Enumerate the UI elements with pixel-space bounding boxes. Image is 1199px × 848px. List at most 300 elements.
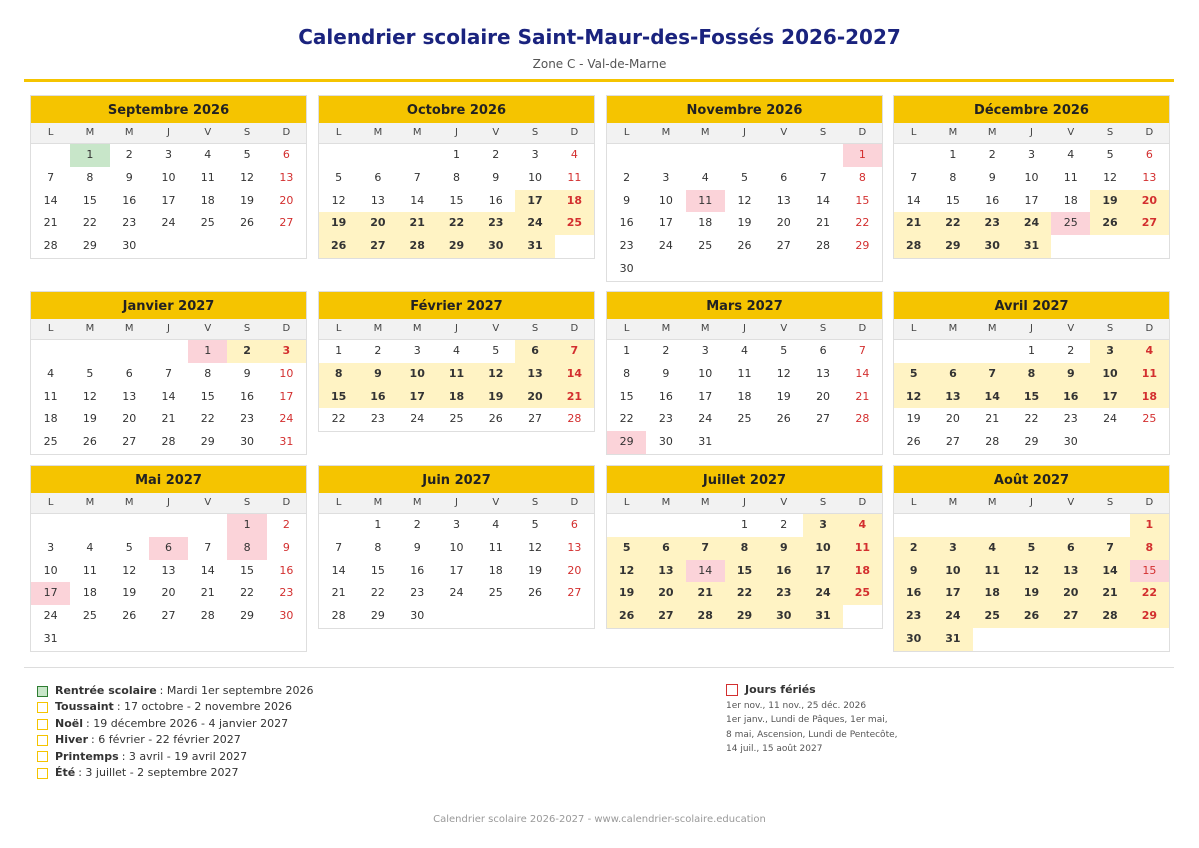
day-cell: 29 — [437, 235, 476, 258]
day-cell: 4 — [86, 540, 94, 554]
weekday-label: L — [910, 127, 917, 138]
day-cell: 2 — [492, 148, 500, 161]
month-title: Avril 2027 — [894, 292, 1169, 319]
day-cell: 17 — [803, 560, 842, 583]
day-cell: 19 — [1012, 582, 1051, 605]
day-cell: 17 — [698, 389, 713, 403]
days-grid — [607, 144, 882, 281]
day-cell: 2 — [780, 518, 788, 531]
day-cell: 8 — [452, 170, 460, 184]
day-cell: 12 — [82, 389, 97, 403]
day-cell: 17 — [1024, 193, 1039, 207]
month-calendar — [318, 291, 595, 432]
day-cell: 1 — [452, 148, 460, 161]
day-cell: 5 — [780, 344, 788, 357]
day-cell: 28 — [985, 435, 1000, 449]
empty-day-cell — [1012, 514, 1051, 537]
weekday-label: D — [570, 323, 579, 334]
holidays-line: 14 juil., 15 août 2027 — [726, 744, 823, 755]
day-cell: 30 — [476, 235, 515, 258]
day-cell: 25 — [555, 212, 594, 235]
legend-label: Printemps — [55, 749, 119, 763]
day-cell: 24 — [933, 605, 972, 628]
day-cell: 16 — [764, 560, 803, 583]
day-cell: 27 — [776, 239, 791, 253]
weekday-label: D — [858, 127, 867, 138]
legend-text: : 19 décembre 2026 - 4 janvier 2027 — [86, 716, 289, 730]
month-title: Juillet 2027 — [607, 466, 882, 493]
header-divider — [24, 79, 1174, 82]
empty-day-cell — [31, 144, 70, 167]
month-calendar — [893, 465, 1170, 652]
vacation-legend — [37, 683, 314, 781]
empty-day-cell — [398, 144, 437, 167]
day-cell: 12 — [1103, 170, 1118, 184]
day-cell: 13 — [161, 563, 176, 577]
weekday-label: D — [858, 497, 867, 508]
weekday-label: V — [492, 127, 500, 138]
day-cell: 15 — [619, 389, 634, 403]
day-cell: 8 — [725, 537, 764, 560]
month-calendar — [30, 291, 307, 455]
month-calendar — [893, 291, 1170, 455]
day-cell: 16 — [894, 582, 933, 605]
empty-day-cell — [188, 514, 227, 537]
day-cell: 26 — [240, 216, 255, 230]
day-cell: 3 — [933, 537, 972, 560]
day-cell: 14 — [161, 389, 176, 403]
month-title: Janvier 2027 — [31, 292, 306, 319]
day-cell: 1 — [1130, 514, 1169, 537]
month-title: Mai 2027 — [31, 466, 306, 493]
empty-day-cell — [646, 514, 685, 537]
day-cell: 5 — [335, 170, 343, 184]
day-cell: 19 — [906, 412, 921, 426]
day-cell: 3 — [452, 518, 460, 531]
weekday-header — [894, 123, 1169, 144]
day-cell: 1 — [374, 518, 382, 531]
weekday-label: V — [492, 497, 500, 508]
day-cell: 29 — [607, 431, 646, 454]
days-grid — [319, 340, 594, 431]
legend-label: Été — [55, 766, 76, 780]
day-cell: 14 — [906, 193, 921, 207]
day-cell: 10 — [449, 540, 464, 554]
day-cell: 14 — [855, 366, 870, 380]
day-cell: 7 — [686, 537, 725, 560]
day-cell: 4 — [701, 170, 709, 184]
day-cell: 22 — [1130, 582, 1169, 605]
weekday-label: V — [780, 497, 788, 508]
empty-day-cell — [319, 514, 358, 537]
day-cell: 7 — [204, 540, 212, 554]
day-cell: 21 — [43, 216, 58, 230]
day-cell: 8 — [204, 366, 212, 380]
day-cell: 20 — [567, 563, 582, 577]
day-cell: 26 — [737, 239, 752, 253]
day-cell: 8 — [949, 170, 957, 184]
day-cell: 19 — [319, 212, 358, 235]
day-cell: 17 — [1090, 386, 1129, 409]
day-cell: 13 — [279, 170, 294, 184]
weekday-label: J — [743, 497, 746, 508]
day-cell: 15 — [449, 193, 464, 207]
weekday-label: M — [700, 127, 710, 138]
holidays-line: 1er janv., Lundi de Pâques, 1er mai, — [726, 715, 888, 726]
empty-day-cell — [725, 144, 764, 167]
day-cell: 9 — [1051, 363, 1090, 386]
days-grid — [607, 340, 882, 454]
day-cell: 13 — [122, 389, 137, 403]
weekday-label: S — [819, 127, 827, 138]
days-grid — [319, 514, 594, 628]
weekday-label: S — [531, 497, 539, 508]
day-cell: 13 — [776, 193, 791, 207]
day-cell: 23 — [764, 582, 803, 605]
day-cell: 24 — [1012, 212, 1051, 235]
day-cell: 14 — [43, 193, 58, 207]
days-grid — [31, 340, 306, 454]
day-cell: 3 — [413, 344, 421, 357]
day-cell: 23 — [122, 216, 137, 230]
day-cell: 18 — [437, 386, 476, 409]
weekday-label: L — [335, 497, 342, 508]
day-cell: 14 — [410, 193, 425, 207]
days-grid — [607, 514, 882, 628]
weekday-label: L — [335, 323, 342, 334]
empty-day-cell — [764, 144, 803, 167]
day-cell: 6 — [1145, 148, 1153, 161]
weekday-label: S — [1106, 497, 1114, 508]
day-cell: 12 — [776, 366, 791, 380]
weekday-label: S — [243, 497, 251, 508]
empty-day-cell — [894, 144, 933, 167]
day-cell: 21 — [398, 212, 437, 235]
legend-swatch — [37, 735, 48, 746]
empty-day-cell — [686, 144, 725, 167]
empty-day-cell — [358, 144, 397, 167]
day-cell: 25 — [1051, 212, 1090, 235]
day-cell: 4 — [843, 514, 882, 537]
day-cell: 4 — [570, 148, 578, 161]
day-cell: 2 — [988, 148, 996, 161]
day-cell: 5 — [531, 518, 539, 531]
day-cell: 8 — [86, 170, 94, 184]
day-cell: 23 — [240, 412, 255, 426]
day-cell: 23 — [279, 586, 294, 600]
day-cell: 28 — [567, 412, 582, 426]
month-calendar — [606, 465, 883, 629]
day-cell: 6 — [282, 148, 290, 161]
day-cell: 27 — [567, 586, 582, 600]
day-cell: 23 — [410, 586, 425, 600]
day-cell: 26 — [906, 435, 921, 449]
day-cell: 28 — [816, 239, 831, 253]
day-cell: 2 — [1067, 344, 1075, 357]
day-cell: 14 — [686, 560, 725, 583]
day-cell: 11 — [1130, 363, 1169, 386]
day-cell: 21 — [816, 216, 831, 230]
day-cell: 2 — [374, 344, 382, 357]
day-cell: 18 — [698, 216, 713, 230]
day-cell: 24 — [698, 412, 713, 426]
legend-swatch — [37, 686, 48, 697]
empty-day-cell — [894, 514, 933, 537]
day-cell: 9 — [492, 170, 500, 184]
empty-day-cell — [933, 340, 972, 363]
legend-item-rentree — [37, 683, 314, 699]
day-cell: 19 — [476, 386, 515, 409]
day-cell: 11 — [843, 537, 882, 560]
weekday-label: J — [1030, 127, 1033, 138]
weekday-label: V — [780, 323, 788, 334]
empty-day-cell — [607, 514, 646, 537]
day-cell: 24 — [1103, 412, 1118, 426]
day-cell: 10 — [1024, 170, 1039, 184]
day-cell: 1 — [70, 144, 109, 167]
day-cell: 26 — [607, 605, 646, 628]
day-cell: 27 — [161, 609, 176, 623]
weekday-header — [319, 493, 594, 514]
empty-day-cell — [149, 340, 188, 363]
weekday-label: L — [623, 127, 630, 138]
day-cell: 20 — [279, 193, 294, 207]
day-cell: 31 — [1012, 235, 1051, 258]
day-cell: 23 — [619, 239, 634, 253]
weekday-label: L — [623, 323, 630, 334]
empty-day-cell — [70, 340, 109, 363]
day-cell: 18 — [973, 582, 1012, 605]
weekday-label: M — [948, 497, 958, 508]
day-cell: 8 — [227, 537, 266, 560]
day-cell: 10 — [1090, 363, 1129, 386]
day-cell: 8 — [319, 363, 358, 386]
weekday-label: D — [282, 127, 291, 138]
month-calendar — [606, 95, 883, 282]
day-cell: 11 — [686, 190, 725, 213]
empty-day-cell — [70, 514, 109, 537]
month-title: Septembre 2026 — [31, 96, 306, 123]
weekday-label: J — [455, 127, 458, 138]
weekday-label: J — [1030, 323, 1033, 334]
day-cell: 23 — [973, 212, 1012, 235]
day-cell: 10 — [398, 363, 437, 386]
day-cell: 13 — [370, 193, 385, 207]
day-cell: 8 — [623, 366, 631, 380]
day-cell: 29 — [200, 435, 215, 449]
weekday-label: M — [85, 497, 95, 508]
weekday-label: D — [1145, 323, 1154, 334]
day-cell: 28 — [894, 235, 933, 258]
day-cell: 16 — [619, 216, 634, 230]
day-cell: 26 — [1012, 605, 1051, 628]
legend-swatch — [37, 768, 48, 779]
day-cell: 1 — [227, 514, 266, 537]
month-calendar — [30, 95, 307, 259]
month-calendar — [30, 465, 307, 652]
legend-item-toussaint — [37, 699, 314, 715]
day-cell: 31 — [279, 435, 294, 449]
day-cell: 27 — [646, 605, 685, 628]
day-cell: 11 — [43, 389, 58, 403]
empty-day-cell — [1051, 514, 1090, 537]
day-cell: 6 — [515, 340, 554, 363]
day-cell: 28 — [200, 609, 215, 623]
day-cell: 10 — [279, 366, 294, 380]
legend-swatch — [37, 719, 48, 730]
weekday-label: M — [373, 127, 383, 138]
day-cell: 11 — [973, 560, 1012, 583]
day-cell: 20 — [1051, 582, 1090, 605]
empty-day-cell — [933, 514, 972, 537]
day-cell: 24 — [803, 582, 842, 605]
day-cell: 1 — [335, 344, 343, 357]
day-cell: 25 — [82, 609, 97, 623]
weekday-label: M — [124, 127, 134, 138]
weekday-label: D — [1145, 497, 1154, 508]
day-cell: 20 — [161, 586, 176, 600]
day-cell: 20 — [816, 389, 831, 403]
legend-label: Rentrée scolaire — [55, 684, 157, 697]
day-cell: 30 — [973, 235, 1012, 258]
weekday-label: M — [948, 127, 958, 138]
day-cell: 24 — [410, 412, 425, 426]
day-cell: 16 — [1051, 386, 1090, 409]
day-cell: 5 — [1012, 537, 1051, 560]
weekday-label: M — [412, 323, 422, 334]
day-cell: 28 — [161, 435, 176, 449]
weekday-label: V — [1067, 497, 1075, 508]
day-cell: 15 — [855, 193, 870, 207]
day-cell: 31 — [515, 235, 554, 258]
day-cell: 27 — [122, 435, 137, 449]
weekday-label: S — [819, 497, 827, 508]
day-cell: 11 — [200, 170, 215, 184]
day-cell: 7 — [910, 170, 918, 184]
day-cell: 4 — [47, 366, 55, 380]
day-cell: 9 — [413, 540, 421, 554]
day-cell: 20 — [515, 386, 554, 409]
day-cell: 3 — [701, 344, 709, 357]
day-cell: 20 — [776, 216, 791, 230]
day-cell: 10 — [698, 366, 713, 380]
day-cell: 22 — [725, 582, 764, 605]
day-cell: 25 — [449, 412, 464, 426]
weekday-label: M — [373, 323, 383, 334]
days-grid — [31, 514, 306, 651]
day-cell: 10 — [803, 537, 842, 560]
day-cell: 1 — [843, 144, 882, 167]
day-cell: 1 — [188, 340, 227, 363]
weekday-label: D — [1145, 127, 1154, 138]
day-cell: 22 — [855, 216, 870, 230]
day-cell: 11 — [82, 563, 97, 577]
weekday-header — [894, 493, 1169, 514]
day-cell: 16 — [985, 193, 1000, 207]
day-cell: 25 — [200, 216, 215, 230]
day-cell: 2 — [125, 148, 133, 161]
day-cell: 24 — [515, 212, 554, 235]
day-cell: 25 — [973, 605, 1012, 628]
day-cell: 9 — [125, 170, 133, 184]
empty-day-cell — [31, 340, 70, 363]
weekday-label: M — [412, 497, 422, 508]
day-cell: 6 — [933, 363, 972, 386]
day-cell: 8 — [374, 540, 382, 554]
day-cell: 17 — [31, 582, 70, 605]
day-cell: 4 — [204, 148, 212, 161]
day-cell: 5 — [740, 170, 748, 184]
weekday-label: D — [858, 323, 867, 334]
day-cell: 10 — [161, 170, 176, 184]
day-cell: 1 — [740, 518, 748, 531]
day-cell: 16 — [658, 389, 673, 403]
day-cell: 24 — [449, 586, 464, 600]
day-cell: 26 — [82, 435, 97, 449]
day-cell: 6 — [1051, 537, 1090, 560]
day-cell: 6 — [646, 537, 685, 560]
day-cell: 21 — [1090, 582, 1129, 605]
day-cell: 31 — [933, 628, 972, 651]
day-cell: 25 — [488, 586, 503, 600]
day-cell: 3 — [164, 148, 172, 161]
weekday-label: D — [570, 127, 579, 138]
day-cell: 14 — [816, 193, 831, 207]
day-cell: 22 — [200, 412, 215, 426]
day-cell: 5 — [492, 344, 500, 357]
page-subtitle: Zone C - Val-de-Marne — [532, 57, 667, 71]
day-cell: 15 — [240, 563, 255, 577]
day-cell: 19 — [737, 216, 752, 230]
day-cell: 16 — [358, 386, 397, 409]
weekday-label: L — [335, 127, 342, 138]
day-cell: 28 — [331, 609, 346, 623]
weekday-label: V — [204, 323, 212, 334]
day-cell: 31 — [43, 631, 58, 645]
day-cell: 13 — [646, 560, 685, 583]
day-cell: 18 — [843, 560, 882, 583]
day-cell: 15 — [82, 193, 97, 207]
weekday-label: J — [743, 323, 746, 334]
month-title: Octobre 2026 — [319, 96, 594, 123]
day-cell: 27 — [816, 412, 831, 426]
day-cell: 30 — [240, 435, 255, 449]
day-cell: 28 — [398, 235, 437, 258]
day-cell: 29 — [933, 235, 972, 258]
weekday-label: S — [819, 323, 827, 334]
day-cell: 5 — [894, 363, 933, 386]
day-cell: 9 — [894, 560, 933, 583]
day-cell: 18 — [200, 193, 215, 207]
day-cell: 3 — [47, 540, 55, 554]
day-cell: 12 — [737, 193, 752, 207]
day-cell: 17 — [515, 190, 554, 213]
weekday-label: L — [47, 127, 54, 138]
day-cell: 30 — [1063, 435, 1078, 449]
weekday-label: M — [661, 127, 671, 138]
day-cell: 21 — [200, 586, 215, 600]
day-cell: 25 — [737, 412, 752, 426]
day-cell: 29 — [370, 609, 385, 623]
legend-label: Noël — [55, 716, 83, 730]
holiday-swatch — [726, 684, 738, 696]
legend-swatch — [37, 702, 48, 713]
weekday-label: M — [987, 127, 997, 138]
day-cell: 9 — [243, 366, 251, 380]
day-cell: 20 — [945, 412, 960, 426]
day-cell: 18 — [488, 563, 503, 577]
day-cell: 8 — [1130, 537, 1169, 560]
